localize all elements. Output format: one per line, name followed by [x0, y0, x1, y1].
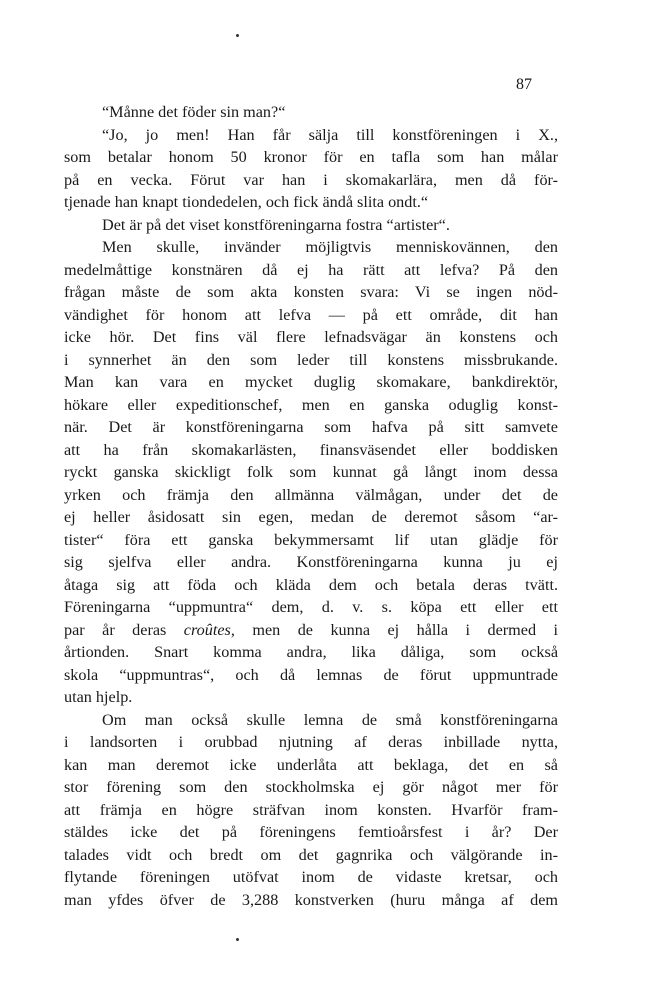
text-line: “Jo, jo men! Han får sälja till konstföreningen i X.,: [102, 125, 558, 144]
text-line: frågan måste de som akta konsten svara: Vi se ingen nöd-: [64, 283, 558, 301]
italic-word: croûtes: [183, 620, 231, 639]
text-line: “Månne det föder sin man?“: [102, 103, 286, 121]
text-line: vändighet för honom att lefva — på ett område, dit han: [64, 305, 558, 324]
text-line: tister“ föra ett ganska bekymmersamt lif utan glädje för: [64, 530, 558, 549]
text-line: Man kan vara en mycket duglig skomakare, bankdirektör,: [64, 373, 558, 391]
print-speck: [236, 34, 239, 37]
text-line: Föreningarna “uppmuntra“ dem, d. v. s. köpa ett eller ett: [64, 598, 558, 616]
text-line: sig sjelfva eller andra. Konstföreningarna kunna ju ej: [64, 553, 558, 571]
text-line: utan hjelp.: [64, 688, 133, 706]
text-line: stäldes icke det på föreningens femtioårsfest i år? Der: [64, 823, 558, 841]
text-line: man yfdes öfver de 3,288 konstverken (huru många af dem: [64, 890, 558, 909]
text-line: när. Det är konstföreningarna som hafva på sitt samvete: [64, 418, 558, 436]
text-line: tjenade han knapt tiondedelen, och fick ändå slita ondt.“: [64, 193, 429, 211]
text-line: hökare eller expeditionschef, men en ganska oduglig konst-: [64, 395, 558, 414]
text-line: ej heller åsidosatt sin egen, medan de deremot såsom “ar-: [64, 508, 558, 526]
print-speck: [236, 938, 239, 941]
text-line: skola “uppmuntras“, och då lemnas de förut uppmuntrade: [64, 665, 558, 684]
text-line: ryckt ganska skickligt folk som kunnat gå långt inom dessa: [64, 463, 558, 481]
text-line: flytande föreningen utöfvat inom de vidaste kretsar, och: [64, 868, 558, 886]
text-line: Men skulle, invänder möjligtvis menniskovännen, den: [102, 238, 558, 256]
text-line: åtaga sig att föda och kläda dem och betala deras tvätt.: [64, 575, 558, 594]
text-line: talades vidt och bredt om det gagnrika och välgörande in-: [64, 845, 558, 864]
text-line: Det är på det viset konstföreningarna fostra “artister“.: [102, 215, 450, 234]
text-line: som betalar honom 50 kronor för en tafla som han målar: [64, 148, 558, 166]
text-line: årtionden. Snart komma andra, lika dåliga, som också: [64, 643, 558, 661]
text-line: i landsorten i orubbad njutning af deras inbillade nytta,: [64, 733, 558, 751]
page-number: 87: [516, 76, 532, 93]
body-text: [64, 101, 558, 911]
text-line: medelmåttige konstnären då ej ha rätt att lefva? På den: [64, 260, 558, 279]
text-line: på en vecka. Förut var han i skomakarlära, men då för-: [64, 170, 558, 189]
text-line: yrken och främja den allmänna välmågan, under det de: [64, 485, 558, 504]
text-line: att ha från skomakarlästen, finansväsendet eller boddisken: [64, 440, 558, 459]
text-line: stor förening som den stockholmska ej gör något mer för: [64, 778, 558, 796]
text-line: par år deras croûtes, men de kunna ej hålla i dermed i: [64, 620, 558, 639]
text-line: i synnerhet än den som leder till konstens missbrukande.: [64, 350, 558, 369]
text-line: att främja en högre sträfvan inom konsten. Hvarför fram-: [64, 800, 558, 819]
text-line: Om man också skulle lemna de små konstföreningarna: [102, 710, 558, 729]
text-line: kan man deremot icke underlåta att beklaga, det en så: [64, 755, 558, 774]
text-line: icke hör. Det fins väl flere lefnadsvägar än konstens och: [64, 328, 558, 346]
